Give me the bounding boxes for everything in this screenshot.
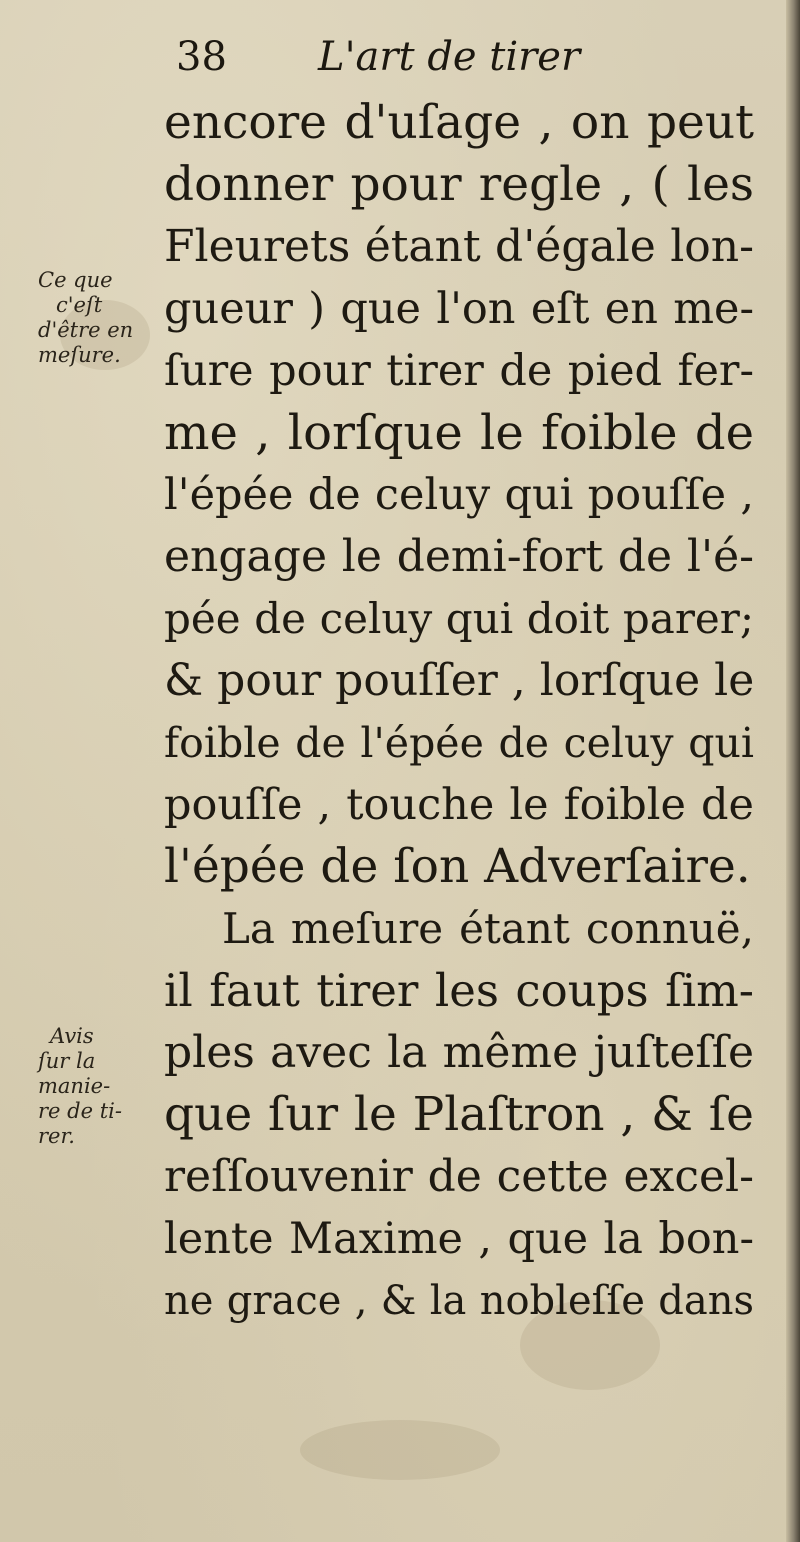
text-line: ne grace , & la nobleſſe dans bbox=[164, 1278, 754, 1324]
text-line: Fleurets étant d'égale lon- bbox=[164, 221, 754, 272]
paper-stain bbox=[300, 1420, 500, 1480]
text-line: ſure pour tirer de pied fer- bbox=[164, 346, 754, 396]
margin-note-line: Ce que bbox=[38, 268, 113, 292]
text-line: lente Maxime , que la bon- bbox=[164, 1214, 754, 1264]
text-line: l'épée de ſon Adverſaire. bbox=[164, 839, 751, 894]
margin-note-line: Avis bbox=[50, 1024, 94, 1048]
text-line: foible de l'épée de celuy qui bbox=[164, 719, 754, 767]
margin-note-line: re de ti- bbox=[38, 1099, 122, 1123]
margin-note-line: c'eſt bbox=[56, 293, 103, 317]
text-line: il faut tirer les coups ſim- bbox=[164, 964, 754, 1017]
margin-note-line: d'être en bbox=[38, 318, 134, 342]
running-title: L'art de tirer bbox=[318, 34, 581, 80]
margin-note-line: manie- bbox=[38, 1074, 111, 1098]
text-line: engage le demi-fort de l'é- bbox=[164, 531, 754, 582]
text-line: pée de celuy qui doit parer; bbox=[164, 594, 754, 643]
text-line: pouſſe , touche le foible de bbox=[164, 780, 754, 830]
text-line: & pour pouſſer , lorſque le bbox=[164, 655, 755, 706]
text-line: me , lorſque le foible de bbox=[164, 405, 754, 461]
margin-note-measure bbox=[38, 268, 158, 368]
margin-note-line: ſur la bbox=[38, 1049, 96, 1073]
page-header bbox=[0, 34, 790, 94]
margin-note-line: meſure. bbox=[38, 343, 121, 367]
text-line: La meſure étant connuë, bbox=[222, 904, 754, 953]
text-line: gueur ) que l'on eſt en me- bbox=[164, 284, 754, 334]
page-edge-shadow bbox=[786, 0, 800, 1542]
margin-note-advice bbox=[38, 1024, 158, 1149]
page-number: 38 bbox=[176, 34, 227, 80]
text-line: reſſouvenir de cette excel- bbox=[164, 1151, 754, 1202]
text-line: que ſur le Plaſtron , & ſe bbox=[164, 1087, 754, 1142]
body-text bbox=[164, 92, 754, 1332]
text-line: encore d'uſage , on peut bbox=[164, 95, 754, 150]
text-line: donner pour regle , ( les bbox=[164, 157, 754, 212]
text-line: l'épée de celuy qui pouſſe , bbox=[164, 470, 754, 520]
margin-note-line: rer. bbox=[38, 1124, 75, 1148]
text-line: ples avec la même juſteſſe bbox=[164, 1027, 754, 1078]
